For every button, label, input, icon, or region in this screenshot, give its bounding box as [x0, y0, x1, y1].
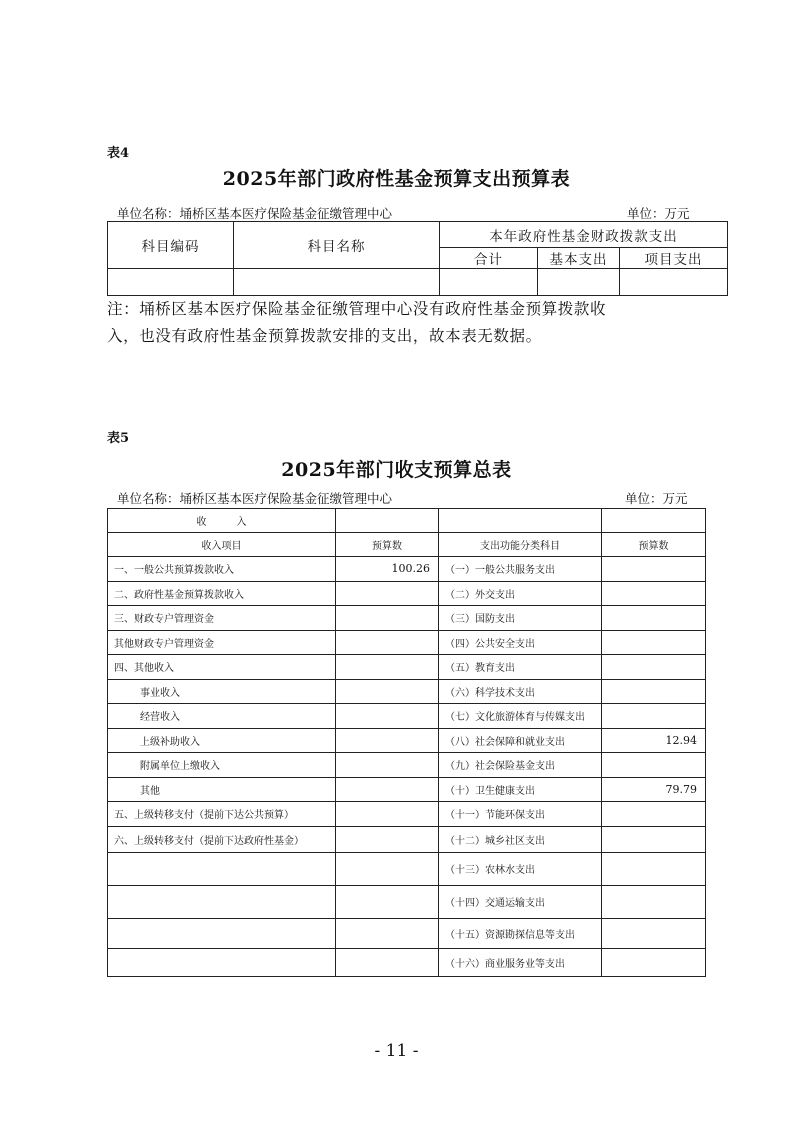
income-amount-cell: [336, 704, 439, 729]
income-amount-cell: [336, 777, 439, 802]
table-cell: [538, 269, 620, 296]
header-name: 科目名称: [234, 222, 440, 269]
income-amount-cell: [336, 606, 439, 631]
expense-amount-cell: [602, 918, 706, 948]
income-amount-cell: [336, 630, 439, 655]
table-row: [108, 948, 706, 976]
income-header: 收 入: [108, 509, 336, 533]
income-cell: 五、上级转移支付（提前下达公共预算）: [108, 802, 336, 827]
income-amount-cell: 100.26: [336, 557, 439, 582]
header-group: 本年政府性基金财政拨款支出: [440, 222, 728, 248]
income-amount-cell: [336, 852, 439, 885]
expense-amount-cell: [602, 581, 706, 606]
expense-cell: （十四）交通运输支出: [439, 885, 602, 918]
table-cell: [620, 269, 728, 296]
income-amount-cell: [336, 948, 439, 976]
table4: [107, 221, 728, 296]
expense-cell: （十）卫生健康支出: [439, 777, 602, 802]
table-row: [108, 655, 706, 680]
table-row: [108, 704, 706, 729]
expense-cell: （六）科学技术支出: [439, 679, 602, 704]
expense-amount-cell: 79.79: [602, 777, 706, 802]
table-row: [108, 728, 706, 753]
expense-amount-cell: [602, 704, 706, 729]
table-row: [108, 802, 706, 827]
expense-cell: （一）一般公共服务支出: [439, 557, 602, 582]
expense-amount-cell: [602, 557, 706, 582]
income-amount-cell: [336, 581, 439, 606]
table5-title: 2025年部门收支预算总表: [281, 459, 512, 481]
income-cell: [108, 852, 336, 885]
income-cell: 经营收入: [108, 704, 336, 729]
expense-amount-cell: [602, 802, 706, 827]
col-expense-amount: 预算数: [602, 533, 706, 557]
income-cell: [108, 885, 336, 918]
table-row: [108, 581, 706, 606]
table5-unit: 单位：万元: [625, 491, 688, 506]
table-row: [108, 777, 706, 802]
expense-amount-cell: [602, 753, 706, 778]
income-amount-cell: [336, 753, 439, 778]
header-code: 科目编码: [108, 222, 234, 269]
table-row: [108, 885, 706, 918]
expense-cell: （七）文化旅游体育与传媒支出: [439, 704, 602, 729]
table-row: [108, 269, 728, 296]
table-cell: [440, 269, 538, 296]
income-cell: 其他: [108, 777, 336, 802]
income-cell: 二、政府性基金预算拨款收入: [108, 581, 336, 606]
table-row: [108, 918, 706, 948]
table-row: [108, 679, 706, 704]
income-amount-cell: [336, 728, 439, 753]
income-cell: 六、上级转移支付（提前下达政府性基金）: [108, 826, 336, 852]
table-row: [108, 826, 706, 852]
col-income-item: 收入项目: [108, 533, 336, 557]
expense-cell: （八）社会保障和就业支出: [439, 728, 602, 753]
header-project: 项目支出: [620, 248, 728, 269]
income-cell: [108, 918, 336, 948]
table-cell: [234, 269, 440, 296]
col-expense-item: 支出功能分类科目: [439, 533, 602, 557]
expense-cell: （五）教育支出: [439, 655, 602, 680]
table5-label: 表5: [107, 431, 130, 446]
page-number: - 11 -: [374, 1041, 419, 1061]
header-basic: 基本支出: [538, 248, 620, 269]
table-cell: [108, 269, 234, 296]
note-line-1: 注：埇桥区基本医疗保险基金征缴管理中心没有政府性基金预算拨款收: [107, 300, 607, 318]
note-line-2: 入，也没有政府性基金预算拨款安排的支出，故本表无数据。: [107, 327, 542, 345]
table-cell: [602, 509, 706, 533]
expense-amount-cell: [602, 606, 706, 631]
col-income-amount: 预算数: [336, 533, 439, 557]
table4-org: 单位名称：埇桥区基本医疗保险基金征缴管理中心: [117, 206, 393, 221]
expense-cell: （十六）商业服务业等支出: [439, 948, 602, 976]
income-amount-cell: [336, 802, 439, 827]
expense-amount-cell: [602, 630, 706, 655]
table-row: [108, 753, 706, 778]
expense-amount-cell: [602, 655, 706, 680]
income-cell: 上级补助收入: [108, 728, 336, 753]
income-cell: [108, 948, 336, 976]
income-amount-cell: [336, 679, 439, 704]
table-row: [108, 557, 706, 582]
expense-amount-cell: [602, 885, 706, 918]
table-row: [108, 852, 706, 885]
table4-title: 2025年部门政府性基金预算支出预算表: [222, 168, 571, 190]
table-cell: [336, 509, 439, 533]
expense-cell: （三）国防支出: [439, 606, 602, 631]
income-amount-cell: [336, 826, 439, 852]
table-cell: [439, 509, 602, 533]
table5-org: 单位名称：埇桥区基本医疗保险基金征缴管理中心: [117, 491, 393, 506]
table4-label: 表4: [107, 146, 130, 161]
expense-cell: （九）社会保险基金支出: [439, 753, 602, 778]
income-cell: 四、其他收入: [108, 655, 336, 680]
table4-note: [107, 296, 707, 350]
table-row: [108, 630, 706, 655]
expense-cell: （十一）节能环保支出: [439, 802, 602, 827]
income-amount-cell: [336, 918, 439, 948]
expense-amount-cell: [602, 948, 706, 976]
expense-amount-cell: [602, 826, 706, 852]
table5: [107, 508, 706, 977]
expense-cell: （二）外交支出: [439, 581, 602, 606]
expense-amount-cell: [602, 852, 706, 885]
expense-cell: （十二）城乡社区支出: [439, 826, 602, 852]
income-cell: 事业收入: [108, 679, 336, 704]
income-cell: 三、财政专户管理资金: [108, 606, 336, 631]
income-cell: 一、一般公共预算拨款收入: [108, 557, 336, 582]
table-row: [108, 606, 706, 631]
expense-cell: （十三）农林水支出: [439, 852, 602, 885]
income-cell: 其他财政专户管理资金: [108, 630, 336, 655]
income-cell: 附属单位上缴收入: [108, 753, 336, 778]
expense-cell: （十五）资源勘探信息等支出: [439, 918, 602, 948]
header-total: 合计: [440, 248, 538, 269]
income-amount-cell: [336, 885, 439, 918]
expense-amount-cell: [602, 679, 706, 704]
expense-amount-cell: 12.94: [602, 728, 706, 753]
income-amount-cell: [336, 655, 439, 680]
expense-cell: （四）公共安全支出: [439, 630, 602, 655]
table4-unit: 单位：万元: [627, 206, 690, 221]
